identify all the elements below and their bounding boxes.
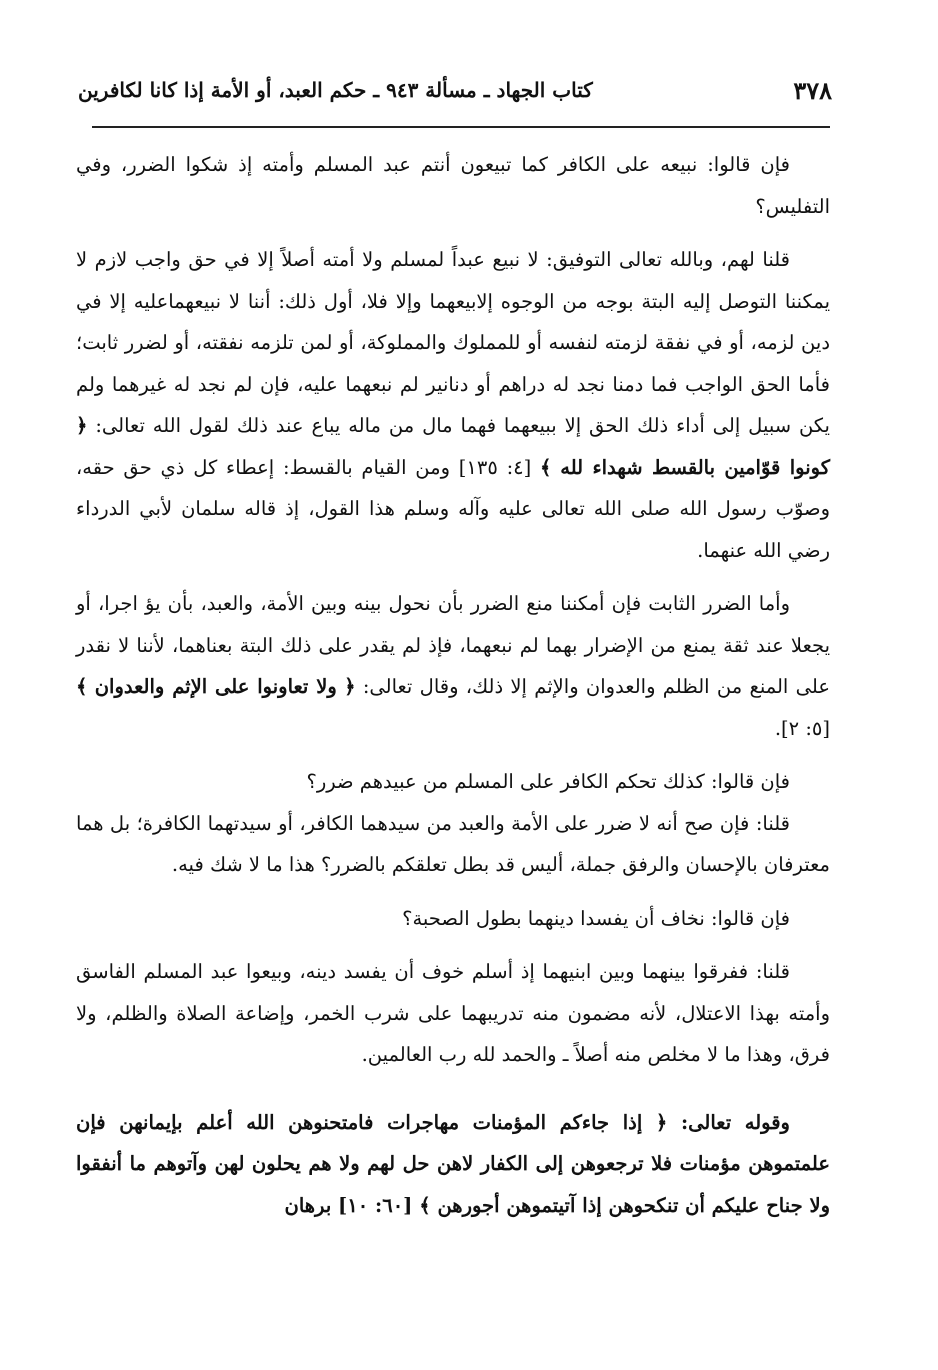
quran-open-bracket: ﴿: [344, 675, 356, 698]
paragraph-verse-discussion: [76, 1102, 830, 1227]
page-number: ٣٧٨: [793, 75, 832, 105]
quran-close-bracket: ﴾: [419, 1193, 431, 1217]
paragraph-reply-1: [76, 239, 830, 571]
quran-open-bracket: ﴿: [655, 1110, 668, 1134]
reply-1-citation: [٤: ١٣٥] ومن القيام بالقسط: إعطاء كل ذي حق حقه، وصوّب رسول الله صلى الله تعالى عليه وآله وسلم هذا القول، إذ قاله سلمان لأبي الدرداء رضي الله عنهما.: [76, 455, 830, 562]
paragraph-objection-3: فإن قالوا: نخاف أن يفسدا دينهما بطول الصحبة؟: [402, 906, 790, 930]
verse-3-citation: [٦٠: ١٠] برهان: [284, 1193, 413, 1217]
quran-verse-1: كونوا قوّامين بالقسط شهداء لله: [560, 455, 831, 479]
quran-open-bracket: ﴿: [76, 414, 88, 437]
paragraph-objection-1: فإن قالوا: نبيعه على الكافر كما تبيعون أنتم عبد المسلم وأمته إذ شكوا الضرر، وفي التفليس؟: [76, 153, 830, 218]
paragraph-objection-2: فإن قالوا: كذلك تحكم الكافر على المسلم من عبيدهم ضرر؟: [306, 770, 790, 793]
harm-citation: [٥: ٢].: [774, 716, 830, 740]
reply-1-text: قلنا لهم، وبالله تعالى التوفيق: لا نبيع عبداً لمسلم ولا أمته أصلاً إلا في حق واجب لازم لا يمكننا التوصل إليه البتة بوجه من الوجوه إلابيعهما وإلا فلا، أول ذلك: أننا لا نبيعهماعليه إلا في دين لزمه، أو في نفقة لزمته لنفسه أو للمملوك والمملوكة، أو لمن تلزمه نفقته، أو لضرر ثابت؛ فأما الحق الواجب فما دمنا نجد له دراهم أو دنانير لم نبعهما عليه، فإن لم نجد له غيرهما ولم يكن سبيل إلى أداء ذلك الحق إلا ببيعهما فهما مال من ماله يباع عند ذلك لقول الله تعالى:: [76, 248, 830, 437]
paragraph-harm: [76, 583, 830, 749]
header-rule: [92, 126, 830, 128]
quran-close-bracket: ﴾: [540, 455, 552, 479]
paragraph-reply-3: قلنا: ففرقوا بينهما وبين ابنيهما إذ أسلم خوف أن يفسد دينه، وبيعوا عبد المسلم الفاسق وأمته بهذا الاعتلال، لأنه مضمون منه تدريبهما على شرب الخمر، وإضاعة الصلاة والظلم، ولا فرق، وهذا ما لا مخلص منه أصلاً ـ والحمد لله رب العالمين.: [76, 960, 830, 1066]
page-body: [76, 144, 830, 1238]
quran-close-bracket: ﴾: [76, 675, 88, 698]
paragraph-reply-2: قلنا: فإن صح أنه لا ضرر على الأمة والعبد من سيدهما الكافر، أو سيدتهما الكافرة؛ بل هما معترفان بالإحسان والرفق جملة، أليس قد بطل تعلقكم بالضرر؟ هذا ما لا شك فيه.: [76, 811, 830, 876]
quran-verse-2: ولا تعاونوا على الإثم والعدوان: [94, 675, 337, 698]
quran-verse-3: إذا جاءكم المؤمنات مهاجرات فامتحنوهن الله أعلم بإيمانهن فإن علمتموهن مؤمنات فلا ترجعوهن إلى الكفار لاهن حل لهم ولا هم يحلون لهن وآتوهم ما أنفقوا ولا جناح عليكم أن تنكحوهن إذا آتيتموهن أجورهن: [76, 1110, 830, 1217]
harm-text: وأما الضرر الثابت فإن أمكننا منع الضرر بأن نحول بينه وبين الأمة، والعبد، بأن يؤ اجرا، أو يجعلا عند ثقة يمنع من الإضرار بهما لم نبعهما، فإذ لم يقدر على ذلك البتة بعناهما، لأننا لا نقدر على المنع من الظلم والعدوان والإثم إلا ذلك، وقال تعالى:: [76, 592, 830, 698]
running-title: كتاب الجهاد ـ مسألة ٩٤٣ ـ حكم العبد، أو الأمة إذا كانا لكافرين: [78, 78, 593, 102]
page-header: [78, 66, 832, 114]
verse-intro: وقوله تعالى:: [680, 1110, 790, 1134]
